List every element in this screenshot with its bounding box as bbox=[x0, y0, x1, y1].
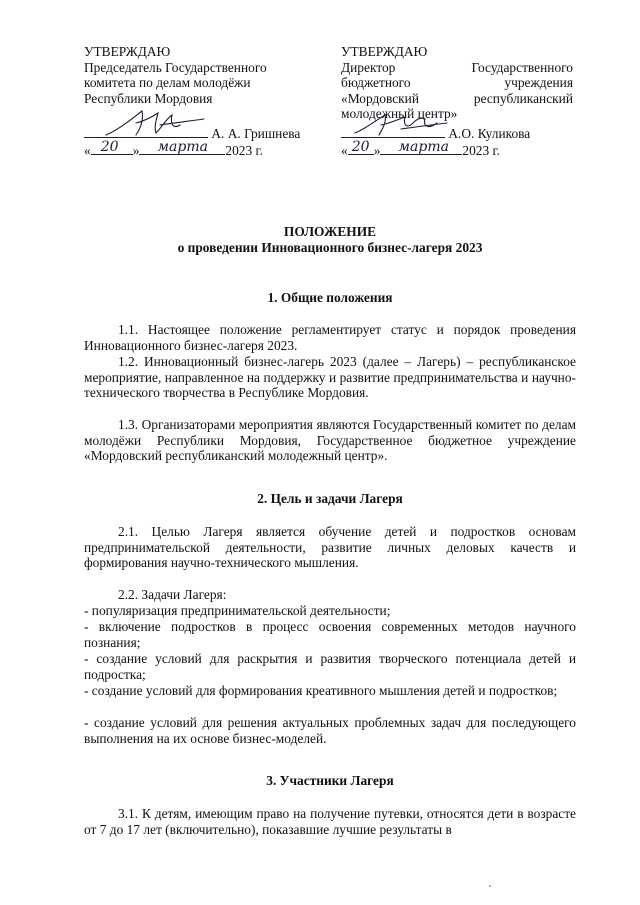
date-month-blank bbox=[380, 138, 462, 155]
signer-name: А.О. Куликова bbox=[448, 125, 531, 141]
list-item: - создание условий для решения актуальных проблемных задач для последующего выполнения на их основе бизнес-моделей. bbox=[84, 715, 576, 746]
approval-position-line: молодежный центр» bbox=[341, 106, 458, 122]
list-item: - включение подростков в процесс освоения современных методов научного познания; bbox=[84, 619, 576, 650]
date-month-handwritten: марта bbox=[398, 138, 449, 155]
paragraph: 1.1. Настоящее положение регламентирует статус и порядок проведения Инновационного бизнес-лагеря 2023. bbox=[84, 322, 576, 353]
paragraph: 1.2. Инновационный бизнес-лагерь 2023 (далее – Лагерь) – республиканское мероприятие, направленное на поддержку и развитие предпринимательства и научно-технического творчества в Республике Мордовия. bbox=[84, 354, 576, 401]
date-month-handwritten: марта bbox=[157, 139, 208, 156]
approval-position-line: «Мордовский республиканский bbox=[341, 90, 573, 106]
date-day-handwritten: 20 bbox=[100, 139, 119, 156]
approval-date: « 20 » марта 2023 г. bbox=[341, 138, 500, 158]
approval-position-line: бюджетного учреждения bbox=[341, 75, 573, 91]
approval-heading: УТВЕРЖДАЮ bbox=[84, 44, 171, 59]
approval-position-line: комитета по делам молодёжи bbox=[84, 75, 251, 91]
section-heading: 1. Общие положения bbox=[267, 290, 393, 305]
section-heading: 2. Цель и задачи Лагеря bbox=[257, 491, 403, 506]
title-line: ПОЛОЖЕНИЕ bbox=[283, 224, 377, 239]
paragraph: 3.1. К детям, имеющим право на получение путевки, относятся дети в возрасте от 7 до 17 лет (включительно), показавшие лучшие результаты в bbox=[84, 806, 576, 837]
approval-date: « 20 » марта 2023 г. bbox=[84, 139, 263, 158]
approval-position-line: Директор Государственного bbox=[341, 59, 573, 75]
scan-speck bbox=[489, 885, 491, 887]
title-subline: о проведении Инновационного бизнес-лагеря 2023 bbox=[177, 239, 483, 255]
date-day-blank bbox=[91, 139, 133, 156]
document-title bbox=[84, 224, 576, 255]
list-item: - создание условий для формирования креативного мышления детей и подростков; bbox=[84, 683, 558, 698]
section-heading: 3. Участники Лагеря bbox=[266, 773, 394, 788]
approval-position-line: Республики Мордовия bbox=[84, 90, 213, 106]
list-item: - создание условий для раскрытия и развития творческого потенциала детей и подростка; bbox=[84, 651, 576, 682]
paragraph: 2.1. Целью Лагеря является обучение детей и подростков основам предпринимательской деятельности, развитие личных деловых качеств и формирования научно-технического мышления. bbox=[84, 524, 576, 571]
date-day-blank bbox=[348, 138, 374, 155]
paragraph: 1.3. Организаторами мероприятия являются Государственный комитет по делам молодёжи Республики Мордовия, Государственное бюджетное учреждение «Мордовский республиканский молодежный центр». bbox=[84, 417, 576, 464]
date-day-handwritten: 20 bbox=[351, 138, 370, 155]
approval-heading: УТВЕРЖДАЮ bbox=[341, 44, 428, 59]
paragraph: 2.2. Задачи Лагеря: bbox=[118, 587, 227, 602]
signature-blank bbox=[341, 125, 445, 138]
list-item: - популяризация предпринимательской деятельности; bbox=[84, 603, 391, 618]
signer-name: А. А. Гришнева bbox=[211, 126, 301, 142]
approval-position-line: Председатель Государственного bbox=[84, 59, 267, 75]
signature-blank bbox=[84, 125, 208, 138]
date-month-blank bbox=[139, 139, 225, 156]
approval-block-left bbox=[84, 44, 301, 159]
approval-block-right bbox=[341, 44, 573, 158]
signature-line bbox=[341, 125, 573, 142]
